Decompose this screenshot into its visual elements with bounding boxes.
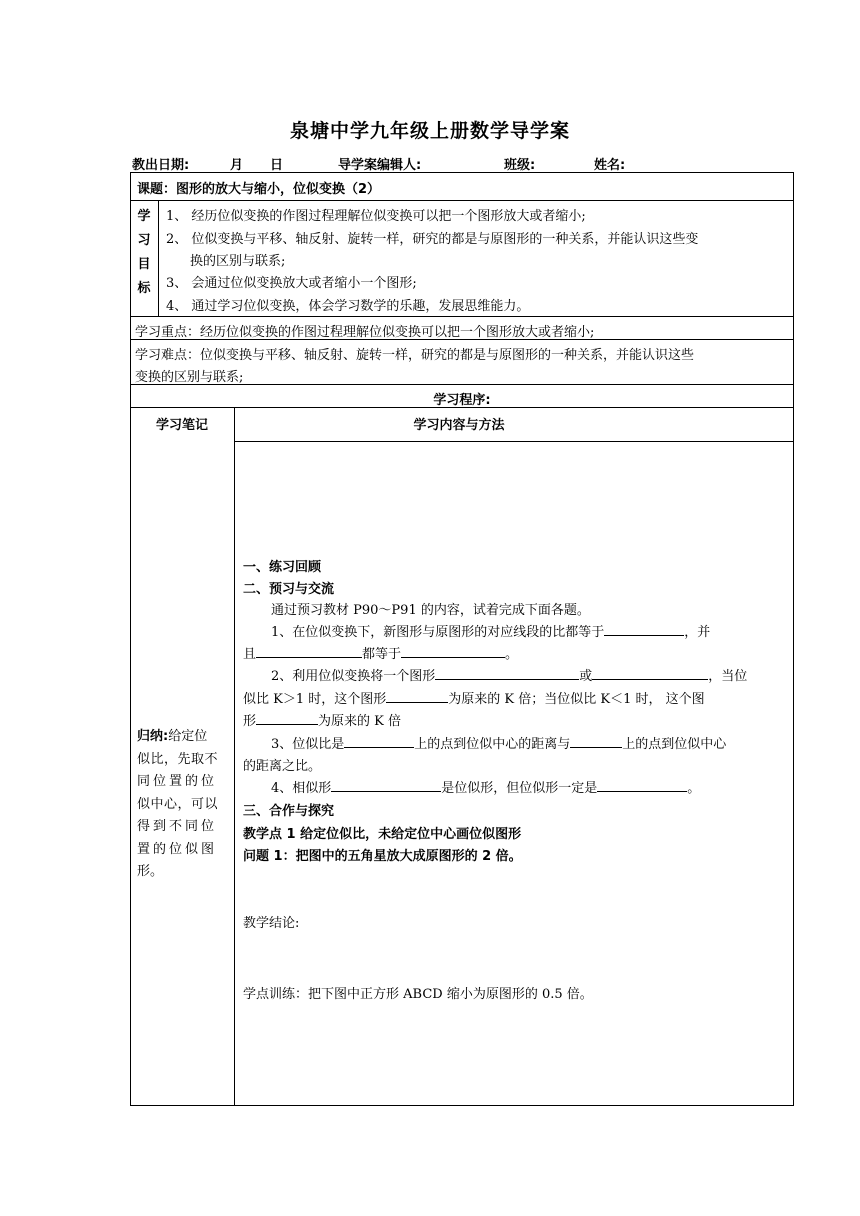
notes-line: 得到不同位 — [137, 819, 218, 834]
difficult-point-cont: 变换的区别与联系; — [135, 370, 244, 385]
preview-intro: 通过预习教材 P90～P91 的内容，试着完成下面各题。 — [271, 603, 590, 618]
notes-line: 形。 — [137, 864, 164, 879]
question-text: 4、相似形 — [271, 781, 332, 796]
answer-blank[interactable] — [386, 688, 448, 703]
question-1-cont — [243, 643, 518, 662]
goal-item: 换的区别与联系; — [190, 254, 286, 269]
question-text: ，并 — [684, 625, 711, 640]
answer-blank[interactable] — [401, 643, 505, 658]
page-title: 泉塘中学九年级上册数学导学案 — [289, 120, 570, 142]
question-2-cont2 — [243, 710, 401, 729]
question-text: 上的点到位似中心的距离与 — [414, 737, 571, 752]
editor-label: 导学案编辑人: — [338, 158, 422, 173]
notes-header: 学习笔记 — [155, 418, 208, 433]
question-text: 似比 K＞1 时，这个图形 — [243, 692, 387, 707]
answer-blank[interactable] — [570, 733, 622, 748]
section-preview-exchange: 二、预习与交流 — [243, 582, 335, 597]
goal-item: 3、 会通过位似变换放大或者缩小一个图形; — [166, 276, 417, 291]
content-header: 学习内容与方法 — [413, 418, 505, 433]
problem-1: 问题 1：把图中的五角星放大成原图形的 2 倍。 — [243, 849, 522, 864]
question-text: 形 — [243, 714, 257, 729]
table-rule — [130, 200, 794, 201]
answer-blank[interactable] — [592, 665, 708, 680]
class-label: 班级: — [504, 158, 536, 173]
goal-item: 4、 通过学习位似变换，体会学习数学的乐趣，发展思维能力。 — [166, 299, 530, 314]
goals-header-char: 习 — [137, 233, 151, 248]
question-1 — [271, 621, 710, 640]
day-label: 日 — [270, 158, 284, 173]
question-text: 且 — [243, 647, 257, 662]
question-text: ，当位 — [708, 669, 748, 684]
goals-header-char: 学 — [137, 209, 151, 224]
goal-item: 2、 位似变换与平移、轴反射、旋转一样，研究的都是与原图形的一种关系，并能认识这些变 — [166, 232, 699, 247]
question-text: 2、利用位似变换将一个图形 — [271, 669, 436, 684]
table-rule — [234, 407, 235, 1106]
key-point: 学习重点：经历位似变换的作图过程理解位似变换可以把一个图形放大或者缩小; — [135, 325, 595, 340]
question-3 — [271, 733, 726, 752]
answer-blank[interactable] — [435, 665, 579, 680]
notes-label: 归纳: — [137, 729, 169, 744]
table-rule — [234, 441, 794, 442]
answer-blank[interactable] — [256, 643, 362, 658]
question-text: 为原来的 K 倍；当位似比 K＜1 时， 这个图 — [448, 692, 705, 707]
question-text: 上的点到位似中心 — [622, 737, 727, 752]
notes-summary — [137, 726, 229, 884]
answer-blank[interactable] — [344, 733, 414, 748]
answer-blank[interactable] — [597, 777, 687, 792]
question-text: 为原来的 K 倍 — [318, 714, 401, 729]
notes-line: 似中心，可以 — [137, 796, 219, 812]
practice-task: 学点训练：把下图中正方形 ABCD 缩小为原图形的 0.5 倍。 — [243, 987, 593, 1002]
name-label: 姓名: — [594, 158, 626, 173]
goals-header — [130, 205, 158, 301]
question-3-cont: 的距离之比。 — [243, 759, 322, 774]
question-2 — [271, 665, 747, 684]
section-practice-review: 一、练习回顾 — [243, 560, 322, 575]
question-text: 。 — [687, 781, 701, 796]
answer-blank[interactable] — [331, 777, 441, 792]
notes-line: 给定位 — [168, 729, 208, 744]
date-label: 教出日期: — [132, 158, 190, 173]
table-rule — [130, 316, 794, 317]
notes-line: 置的位似图 — [137, 841, 218, 857]
question-4 — [271, 777, 700, 796]
goal-item: 1、 经历位似变换的作图过程理解位似变换可以把一个图形放大或者缩小; — [166, 209, 586, 224]
month-label: 月 — [230, 158, 244, 173]
procedure-header: 学习程序: — [433, 393, 491, 408]
notes-line: 似比，先取不 — [137, 751, 219, 767]
notes-line: 同位置的位 — [137, 774, 218, 789]
question-text: 是位似形，但位似形一定是 — [441, 781, 598, 796]
difficult-point: 学习难点：位似变换与平移、轴反射、旋转一样，研究的都是与原图形的一种关系，并能认识这些 — [135, 348, 695, 363]
question-2-cont — [243, 688, 705, 707]
question-text: 或 — [579, 669, 593, 684]
lesson-topic: 课题：图形的放大与缩小，位似变换（2） — [137, 182, 381, 197]
answer-blank[interactable] — [256, 710, 318, 725]
answer-blank[interactable] — [604, 621, 684, 636]
teaching-conclusion: 教学结论: — [243, 916, 300, 931]
table-rule — [158, 200, 159, 316]
question-text: 3、位似比是 — [271, 737, 345, 752]
question-text: 。 — [505, 647, 519, 662]
question-text: 1、在位似变换下，新图形与原图形的对应线段的比都等于 — [271, 625, 605, 640]
goals-header-char: 目 — [137, 257, 151, 272]
goals-header-char: 标 — [137, 281, 151, 296]
section-cooperation: 三、合作与探究 — [243, 804, 335, 819]
question-text: 都等于 — [362, 647, 402, 662]
teaching-point-1: 教学点 1 给定位似比，未给定位中心画位似图形 — [243, 827, 522, 842]
